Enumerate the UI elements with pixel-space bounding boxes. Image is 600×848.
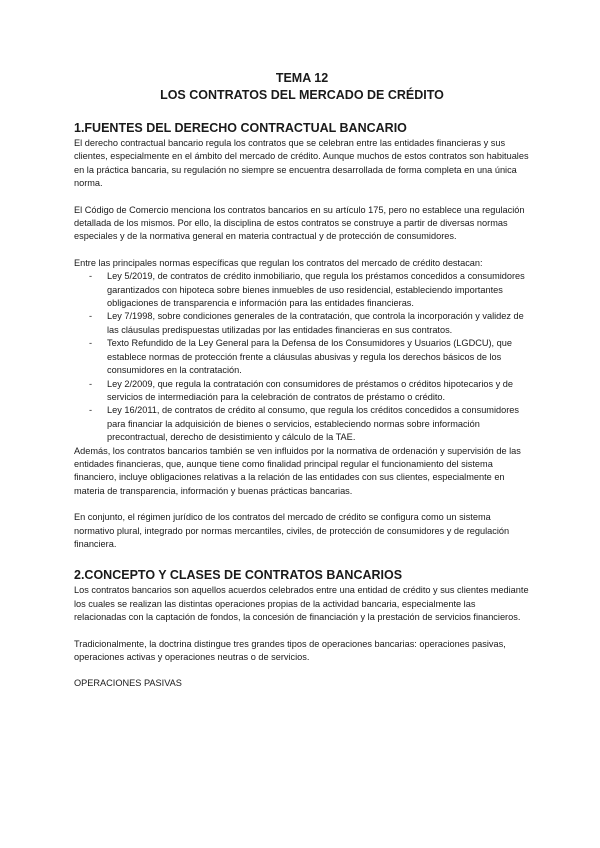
section-1-paragraph-3: Entre las principales normas específicas que regulan los contratos del mercado de crédito destacan: xyxy=(74,257,483,268)
list-item xyxy=(74,404,530,444)
dash-bullet: - xyxy=(89,271,93,282)
document-title xyxy=(74,70,530,104)
dash-bullet: - xyxy=(89,338,93,349)
dash-bullet: - xyxy=(89,311,93,322)
list-item-text: Ley 16/2011, de contratos de crédito al consumo, que regula los créditos concedidos a consumidores para financiar la adquisición de bienes o servicios, estableciendo normas sobre información precontractual, derecho de desistimiento y cálculo de la TAE. xyxy=(107,405,519,443)
section-2-paragraph-2: Tradicionalmente, la doctrina distingue tres grandes tipos de operaciones bancarias: operaciones pasivas, operaciones activas y operaciones neutras o de servicios. xyxy=(74,638,506,662)
regulation-list xyxy=(74,270,530,444)
list-item-text: Ley 5/2019, de contratos de crédito inmobiliario, que regula los préstamos concedidos a consumidores garantizados con hipoteca sobre bienes inmuebles de uso residencial, estableciendo importantes obligaciones de transparencia e información para las entidades financieras. xyxy=(107,271,525,309)
section-2-paragraph-1: Los contratos bancarios son aquellos acuerdos celebrados entre una entidad de crédito y sus clientes mediante los cuales se realizan las distintas operaciones propias de la actividad bancaria, especialmente las relacionadas con la captación de fondos, la concesión de financiación y la prestación de servicios financieros. xyxy=(74,585,529,623)
section-2-heading: 2.CONCEPTO Y CLASES DE CONTRATOS BANCARIOS xyxy=(74,568,403,583)
list-item xyxy=(74,337,530,377)
list-item xyxy=(74,378,530,405)
list-item-text: Texto Refundido de la Ley General para la Defensa de los Consumidores y Usuarios (LGDCU), que establece normas de protección frente a cláusulas abusivas y regula los derechos básicos de los consumidores en la contratación. xyxy=(107,338,512,376)
section-1-paragraph-5: En conjunto, el régimen jurídico de los contratos del mercado de crédito se configura como un sistema normativo plural, integrado por normas mercantiles, civiles, de protección de consumidores y de regulación financiera. xyxy=(74,512,510,549)
subheading-operaciones-pasivas: OPERACIONES PASIVAS xyxy=(74,678,182,689)
list-item-text: Ley 7/1998, sobre condiciones generales de la contratación, que controla la incorporación y validez de las cláusulas predispuestas utilizadas por las entidades financieras en sus contratos. xyxy=(107,311,524,335)
topic-number: TEMA 12 xyxy=(275,71,329,85)
list-item-text: Ley 2/2009, que regula la contratación con consumidores de préstamos o créditos hipotecarios y de servicios de intermediación para la celebración de contratos de préstamo o crédito. xyxy=(107,378,514,402)
section-1-paragraph-1: El derecho contractual bancario regula los contratos que se celebran entre las entidades financieras y sus clientes, especialmente en el ámbito del mercado de crédito. Aunque muchos de estos contratos son habituales en la práctica bancaria, su regulación no siempre se encuentra desarrollada de forma completa en una única norma. xyxy=(74,138,529,189)
topic-title: LOS CONTRATOS DEL MERCADO DE CRÉDITO xyxy=(160,88,444,102)
section-1-paragraph-2: El Código de Comercio menciona los contratos bancarios en su artículo 175, pero no establece una regulación detallada de los mismos. Por ello, la disciplina de estos contratos se construye a partir de diversas normas especiales y de la normativa general en materia contractual y de protección de consumidores. xyxy=(74,204,525,242)
list-item xyxy=(74,310,530,337)
dash-bullet: - xyxy=(89,378,93,389)
document-page xyxy=(74,70,530,691)
section-1-heading: 1.FUENTES DEL DERECHO CONTRACTUAL BANCARIO xyxy=(74,121,407,135)
dash-bullet: - xyxy=(89,405,93,416)
section-1-paragraph-4: Además, los contratos bancarios también se ven influidos por la normativa de ordenación y supervisión de las entidades financieras, que, aunque tiene como finalidad principal regular el funcionamiento del sistema financiero, incluye obligaciones relativas a la relación de las entidades con sus clientes, especialmente en materia de transparencia, información y buenas prácticas bancarias. xyxy=(74,445,521,496)
list-item xyxy=(74,270,530,310)
